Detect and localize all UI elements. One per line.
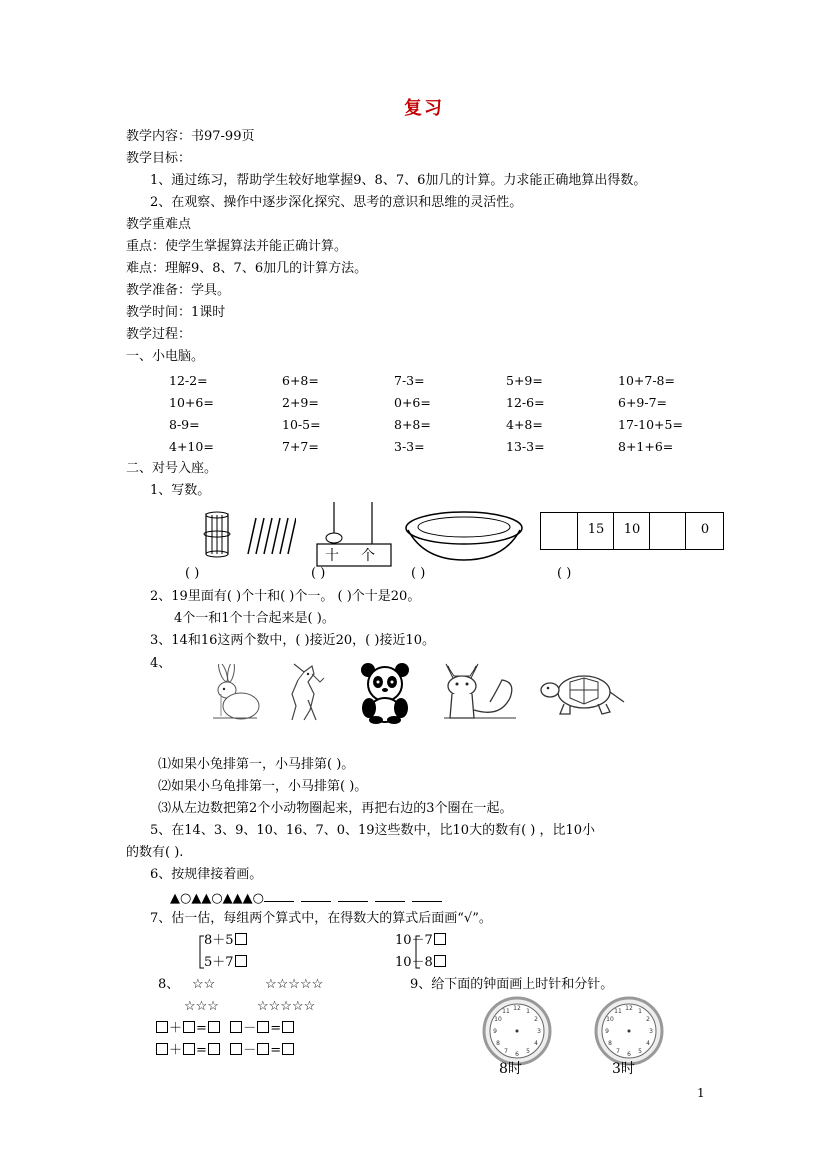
- blank-line: [338, 889, 368, 902]
- answer-box: [230, 1043, 242, 1055]
- answer-box: [156, 1043, 168, 1055]
- rabbit-image: [203, 664, 263, 722]
- calc-item: 4+10=: [169, 439, 214, 454]
- process-heading: 教学过程：: [126, 327, 192, 342]
- calc-item: 2+9=: [282, 395, 319, 410]
- number-cells-box: [540, 512, 724, 550]
- expr-text: 5＋7: [204, 955, 234, 970]
- answer-paren: ( ): [185, 566, 200, 581]
- calc-item: 8+1+6=: [618, 439, 674, 454]
- svg-text:7: 7: [504, 1048, 508, 1055]
- q6-pattern: [170, 889, 449, 907]
- turtle-image: [540, 672, 626, 718]
- op: ＋: [169, 1021, 183, 1036]
- stars-group: ☆☆: [192, 977, 216, 992]
- q5-line-2: 的数有( ).: [126, 845, 184, 860]
- expr-text: 8＋5: [204, 933, 234, 948]
- expr-text: 10－7: [395, 933, 433, 948]
- answer-paren: ( ): [311, 566, 326, 581]
- svg-text:10: 10: [494, 1016, 502, 1023]
- svg-text:10: 10: [606, 1016, 614, 1023]
- abacus-ones-label: 个: [361, 548, 375, 564]
- stars-group: ☆☆☆☆☆: [265, 977, 324, 992]
- q6-label: 6、按规律接着画。: [150, 867, 263, 882]
- answer-paren: ( ): [557, 566, 572, 581]
- horse-image: [284, 660, 332, 724]
- svg-text:3: 3: [537, 1028, 541, 1035]
- answer-box: [257, 1043, 269, 1055]
- svg-text:3: 3: [649, 1028, 653, 1035]
- q8-equation-row: [155, 1043, 295, 1059]
- q7-expr: [395, 955, 447, 971]
- q2-line-2: 4个一和1个十合起来是( )。: [174, 611, 335, 626]
- op: =: [270, 1021, 282, 1036]
- calc-item: 0+6=: [394, 395, 431, 410]
- abacus-tens-label: 十: [325, 548, 339, 564]
- number-cell: 15: [577, 513, 614, 549]
- calc-item: 12-6=: [506, 395, 545, 410]
- op: =: [270, 1043, 282, 1058]
- content-line: 教学内容：书97-99页: [126, 129, 255, 144]
- op: =: [196, 1021, 207, 1036]
- svg-text:7: 7: [616, 1048, 620, 1055]
- q7-expr: [204, 933, 248, 949]
- page-number: 1: [697, 1086, 705, 1100]
- answer-box: [156, 1021, 168, 1033]
- svg-text:6: 6: [627, 1051, 631, 1058]
- blank-line: [375, 889, 405, 902]
- svg-text:6: 6: [515, 1051, 519, 1058]
- q8-equation-row: [155, 1021, 295, 1037]
- goal-1: 1、通过练习，帮助学生较好地掌握9、8、7、6加几的计算。力求能正确地算出得数。: [150, 173, 647, 188]
- answer-box: [434, 955, 446, 967]
- svg-text:1: 1: [526, 1008, 530, 1015]
- q7-label: 7、估一估，每组两个算式中，在得数大的算式后面画“√”。: [150, 911, 492, 926]
- q4-sub-1: ⑴如果小兔排第一，小马排第( )。: [158, 757, 355, 772]
- answer-box: [230, 1021, 242, 1033]
- expr-text: 10－8: [395, 955, 433, 970]
- clock-label: 8时: [499, 1061, 522, 1077]
- svg-text:8: 8: [496, 1040, 500, 1047]
- q4-sub-3: ⑶从左边数把第2个小动物圈起来，再把右边的3个圈在一起。: [158, 801, 513, 816]
- sticks-image: [240, 516, 296, 556]
- prep: 教学准备：学具。: [126, 283, 231, 298]
- plate-image: [404, 508, 524, 564]
- svg-text:4: 4: [534, 1040, 538, 1047]
- key-point: 重点：使学生掌握算法并能正确计算。: [126, 239, 348, 254]
- calc-item: 12-2=: [169, 373, 208, 388]
- calc-item: 10-5=: [282, 417, 321, 432]
- q7-expr: [395, 933, 447, 949]
- svg-text:2: 2: [534, 1016, 538, 1023]
- calc-item: 10+6=: [169, 395, 214, 410]
- answer-box: [282, 1043, 294, 1055]
- answer-box: [208, 1021, 220, 1033]
- stars-group: ☆☆☆☆☆: [257, 999, 316, 1014]
- op: ＋: [169, 1043, 183, 1058]
- calc-item: 8+8=: [394, 417, 431, 432]
- calc-item: 17-10+5=: [618, 417, 683, 432]
- calc-item: 7-3=: [394, 373, 425, 388]
- svg-text:9: 9: [493, 1028, 497, 1035]
- answer-paren: ( ): [411, 566, 426, 581]
- calc-item: 10+7-8=: [618, 373, 675, 388]
- op: －: [243, 1021, 257, 1036]
- stars-group: ☆☆☆: [184, 999, 219, 1014]
- q8-label: 8、: [158, 977, 180, 992]
- op: －: [243, 1043, 257, 1058]
- blank-line: [264, 889, 294, 902]
- svg-text:12: 12: [513, 1005, 521, 1012]
- svg-text:4: 4: [646, 1040, 650, 1047]
- svg-text:11: 11: [502, 1008, 510, 1015]
- number-cell: 10: [613, 513, 650, 549]
- calc-item: 4+8=: [506, 417, 543, 432]
- svg-text:9: 9: [605, 1028, 609, 1035]
- section-2-heading: 二、对号入座。: [126, 461, 218, 476]
- q9-label: 9、给下面的钟面画上时针和分针。: [410, 977, 614, 992]
- calc-item: 6+8=: [282, 373, 319, 388]
- q7-expr: [204, 955, 248, 971]
- q4-label: 4、: [150, 656, 172, 671]
- number-cell: [540, 513, 576, 549]
- svg-text:2: 2: [646, 1016, 650, 1023]
- blank-line: [412, 889, 442, 902]
- svg-text:8: 8: [608, 1040, 612, 1047]
- answer-box: [183, 1043, 195, 1055]
- q2-line-1: 2、19里面有( )个十和( )个一。 ( )个十是20。: [150, 589, 421, 604]
- number-cell: [649, 513, 686, 549]
- panda-image: [358, 662, 414, 724]
- fox-image: [440, 662, 520, 722]
- svg-text:12: 12: [625, 1005, 633, 1012]
- page-title: 复习: [404, 98, 444, 119]
- answer-box: [434, 933, 446, 945]
- answer-box: [282, 1021, 294, 1033]
- svg-text:5: 5: [526, 1048, 530, 1055]
- goals-heading: 教学目标：: [126, 151, 192, 166]
- calc-item: 8-9=: [169, 417, 200, 432]
- svg-text:11: 11: [614, 1008, 622, 1015]
- svg-text:5: 5: [638, 1048, 642, 1055]
- number-cell: 0: [685, 513, 724, 549]
- q4-sub-2: ⑵如果小乌龟排第一，小马排第( )。: [158, 779, 368, 794]
- answer-box: [257, 1021, 269, 1033]
- section-1-heading: 一、小电脑。: [126, 349, 205, 364]
- clock-label: 3时: [612, 1061, 635, 1077]
- shape-pattern: ▲○▲▲○▲▲▲○: [170, 891, 265, 906]
- calc-item: 7+7=: [282, 439, 319, 454]
- bundle-of-sticks-image: [198, 510, 238, 558]
- blank-line: [301, 889, 331, 902]
- q3-line: 3、14和16这两个数中，( )接近20，( )接近10。: [150, 633, 435, 648]
- q5-line-1: 5、在14、3、9、10、16、7、0、19这些数中，比10大的数有( ) ，比10小: [150, 823, 596, 838]
- clock-face-icon[interactable]: [482, 996, 552, 1066]
- answer-box: [208, 1043, 220, 1055]
- op: =: [196, 1043, 207, 1058]
- calc-item: 6+9-7=: [618, 395, 668, 410]
- difficult-point: 难点：理解9、8、7、6加几的计算方法。: [126, 261, 368, 276]
- svg-text:1: 1: [638, 1008, 642, 1015]
- calc-item: 13-3=: [506, 439, 545, 454]
- key-heading: 教学重难点: [126, 217, 192, 232]
- clock-face-icon[interactable]: [594, 996, 664, 1066]
- calc-item: 3-3=: [394, 439, 425, 454]
- q1-label: 1、写数。: [150, 483, 211, 498]
- answer-box: [235, 955, 247, 967]
- answer-box: [235, 933, 247, 945]
- time: 教学时间：1课时: [126, 305, 226, 320]
- answer-box: [183, 1021, 195, 1033]
- goal-2: 2、在观察、操作中逐步深化探究、思考的意识和思维的灵活性。: [150, 195, 523, 210]
- calc-item: 5+9=: [506, 373, 543, 388]
